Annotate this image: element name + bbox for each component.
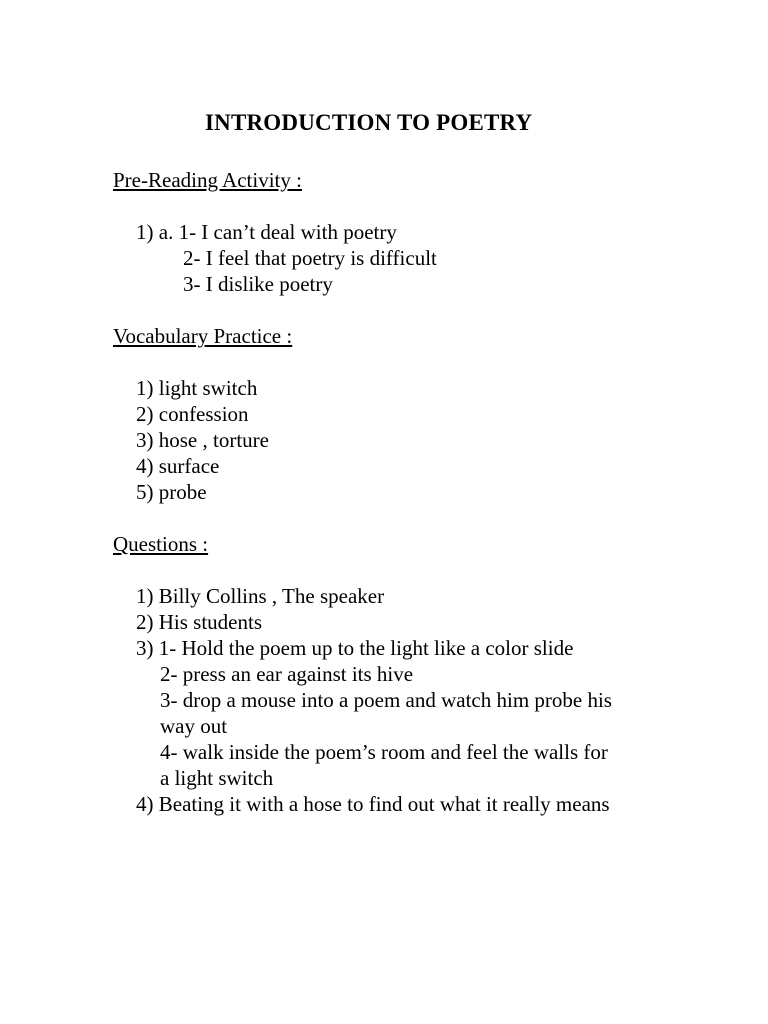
vocabulary-item: 4) surface (136, 454, 220, 478)
answer-line: way out (160, 714, 228, 738)
answer-line: 2) His students (136, 610, 262, 634)
vocabulary-item: 1) light switch (136, 376, 258, 400)
pre-reading-line: 1) a. 1- I can’t deal with poetry (136, 220, 397, 244)
page-title: INTRODUCTION TO POETRY (205, 110, 533, 135)
answer-line: a light switch (160, 766, 274, 790)
answer-line: 4) Beating it with a hose to find out what it really means (136, 792, 610, 816)
vocabulary-heading: Vocabulary Practice : (113, 324, 293, 348)
pre-reading-heading: Pre-Reading Activity : (113, 168, 302, 192)
answer-line: 2- press an ear against its hive (160, 662, 414, 686)
vocabulary-item: 3) hose , torture (136, 428, 269, 452)
answer-line: 4- walk inside the poem’s room and feel the walls for (160, 740, 608, 764)
answer-line: 3) 1- Hold the poem up to the light like a color slide (136, 636, 574, 660)
vocabulary-item: 5) probe (136, 480, 207, 504)
questions-heading: Questions : (113, 532, 209, 556)
pre-reading-line: 3- I dislike poetry (183, 272, 333, 296)
answer-line: 1) Billy Collins , The speaker (136, 584, 385, 608)
pre-reading-line: 2- I feel that poetry is difficult (183, 246, 437, 270)
vocabulary-item: 2) confession (136, 402, 249, 426)
answer-line: 3- drop a mouse into a poem and watch him probe his (160, 688, 612, 712)
